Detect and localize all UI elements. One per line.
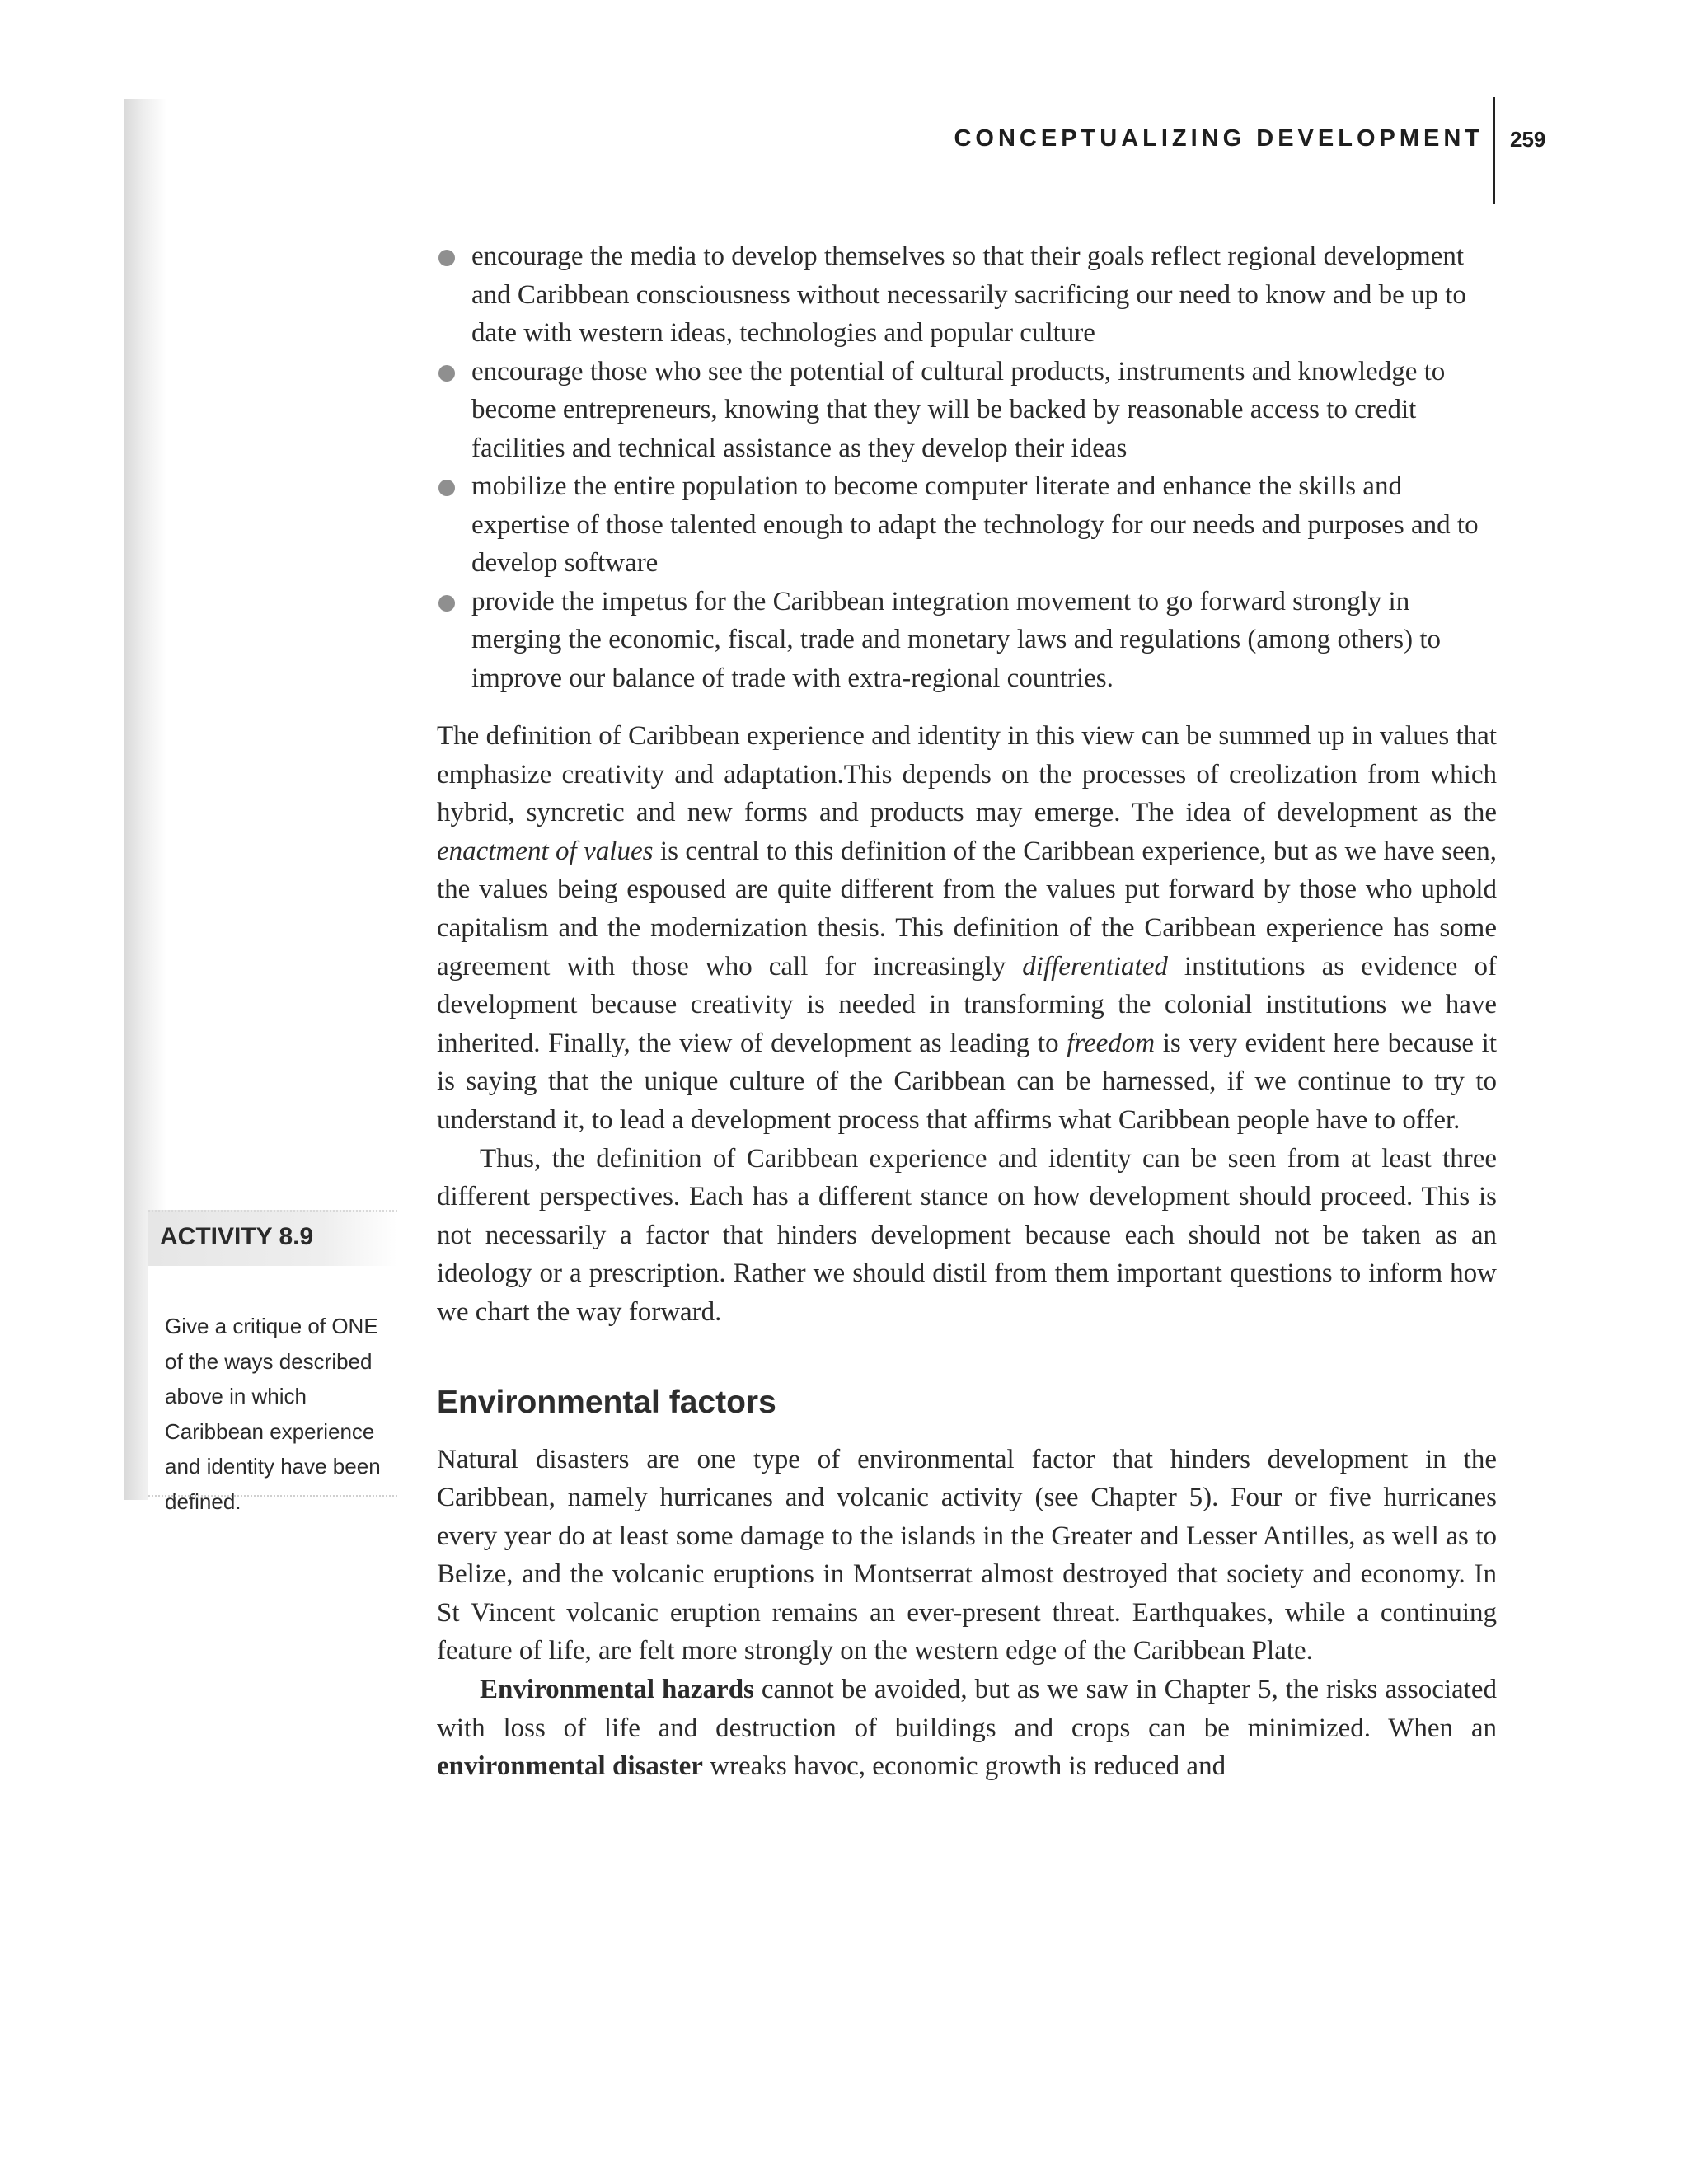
bullet-icon xyxy=(438,595,455,612)
bullet-icon xyxy=(438,480,455,496)
list-item xyxy=(437,583,1497,698)
paragraph-perspectives: Thus, the definition of Caribbean experience and identity can be seen from at least three different perspectives. Each has a different stance on how development should proceed. This is not necessarily a factor that hinders development because each should not be taken as an ideology or a prescription. Rather we should distil from them important questions to inform how we chart the way forward. xyxy=(437,1143,1497,1327)
header-divider xyxy=(1493,97,1495,204)
activity-bottom-rule xyxy=(148,1495,397,1497)
paragraph-environmental-hazards xyxy=(437,1671,1497,1786)
emphasis-freedom: freedom xyxy=(1067,1028,1156,1058)
paragraph-text: institutions as evidence of development because creativity is needed in transforming the colonial institutions we have inherited. Finally, the view of development as leading to xyxy=(437,951,1497,1058)
paragraph-text: wreaks havoc, economic growth is reduced and xyxy=(702,1751,1226,1782)
list-item xyxy=(437,353,1497,468)
bullet-list xyxy=(437,237,1497,697)
list-item xyxy=(437,467,1497,583)
paragraph-text: cannot be avoided, but as we saw in Chapter 5, the risks associated with loss of life and destruction of buildings and crops can be minimized. When an xyxy=(437,1675,1497,1743)
bullet-icon xyxy=(438,365,455,382)
section-heading: Environmental factors xyxy=(437,1384,776,1420)
activity-title-bar xyxy=(148,1210,397,1266)
activity-title: ACTIVITY 8.9 xyxy=(160,1223,314,1250)
bullet-text: encourage the media to develop themselves so that their goals reflect regional development and Caribbean consciousness without necessarily sacrificing our need to know and be up to date with western ideas, technologies and popular culture xyxy=(471,241,1466,348)
key-term-environmental-disaster: environmental disaster xyxy=(437,1751,703,1782)
emphasis-differentiated: differentiated xyxy=(1022,951,1168,982)
list-item xyxy=(437,237,1497,353)
bullet-text: provide the impetus for the Caribbean integration movement to go forward strongly in merging the economic, fiscal, trade and monetary laws and regulations (among others) to improve our balance of trade with extra-regional countries. xyxy=(471,586,1442,693)
paragraph-text: is central to this definition of the Caribbean experience, but as we have seen, the values being espoused are quite different from the values put forward by those who uphold capitalism and the modernization thesis. This definition of the Caribbean experience has some agreement with those who call for increasingly xyxy=(437,836,1497,982)
activity-text: Give a critique of ONE of the ways described above in which Caribbean experience and identity have been defined. xyxy=(165,1314,381,1514)
bullet-text: encourage those who see the potential of cultural products, instruments and knowledge to become entrepreneurs, knowing that they will be backed by reasonable access to credit facilities and technical assistance as they develop their ideas xyxy=(471,356,1446,463)
bullet-text: mobilize the entire population to become computer literate and enhance the skills and expertise of those talented enough to adapt the technology for our needs and purposes and to develop software xyxy=(471,471,1479,578)
activity-box xyxy=(148,1210,397,1514)
page-number: 259 xyxy=(1510,127,1546,152)
paragraph-text: is very evident here because it is saying that the unique culture of the Caribbean can be harnessed, if we continue to try to understand it, to lead a development process that affirms what Caribbean people have to offer. xyxy=(437,1028,1497,1135)
paragraph-text: The definition of Caribbean experience and identity in this view can be summed up in values that emphasize creativity and adaptation.This depends on the processes of creolization from which hybrid, syncretic and new forms and products may emerge. The idea of development as the xyxy=(437,721,1497,828)
main-text-column xyxy=(437,237,1497,1786)
running-head: CONCEPTUALIZING DEVELOPMENT xyxy=(954,125,1484,152)
bullet-icon xyxy=(438,250,455,266)
paragraph-natural-disasters: Natural disasters are one type of environmental factor that hinders development in the Caribbean, namely hurricanes and volcanic activity (see Chapter 5). Four or five hurricanes every year do at least some damage to the islands in the Greater and Lesser Antilles, as well as to Belize, and the volcanic eruptions in Montserrat almost destroyed that society and economy. In St Vincent volcanic eruption remains an ever-present threat. Earthquakes, while a continuing feature of life, are felt more strongly on the western edge of the Caribbean Plate. xyxy=(437,1444,1497,1666)
paragraph-caribbean-identity xyxy=(437,717,1497,1140)
key-term-environmental-hazards: Environmental hazards xyxy=(480,1675,754,1705)
emphasis-enactment-of-values: enactment of values xyxy=(437,836,654,866)
